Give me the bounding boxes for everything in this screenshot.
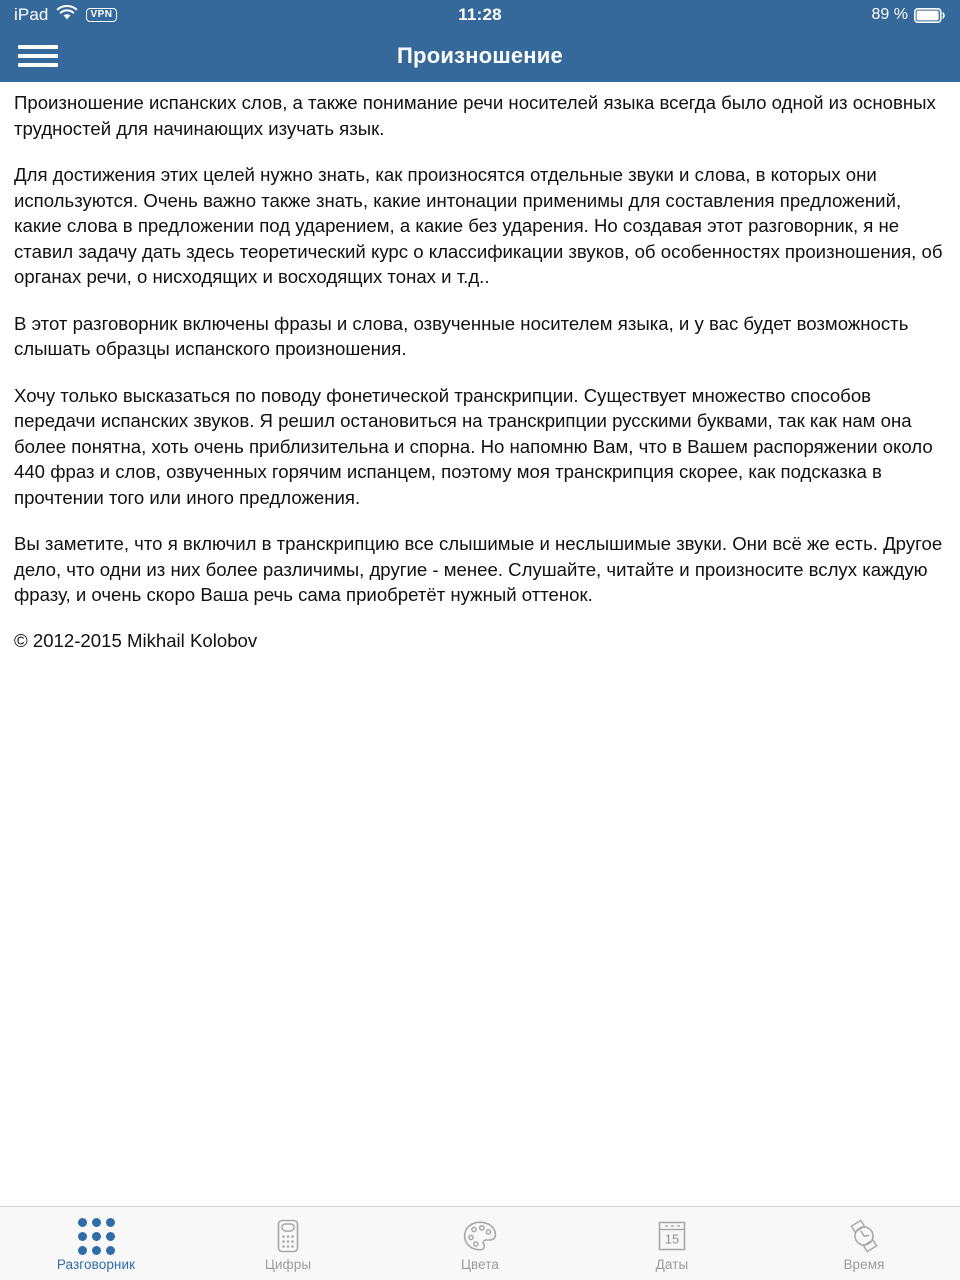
tab-dates[interactable] — [576, 1207, 768, 1280]
page-title: Произношение — [397, 43, 563, 68]
paragraph: В этот разговорник включены фразы и слова, озвученные носителем языка, и у вас будет возможность слышать образцы испанского произношения. — [14, 312, 909, 359]
battery-icon — [914, 8, 946, 23]
paragraph: Вы заметите, что я включил в транскрипцию все слышимые и неслышимые звуки. Они всё же есть. Другое дело, что одни из них более различимы, другие - менее. Слушайте, читайте и произносите вслух каждую фразу, и очень скоро Ваша речь сама приобретёт нужный оттенок. — [14, 533, 943, 605]
tab-numbers[interactable] — [192, 1207, 384, 1280]
hamburger-bar — [18, 54, 58, 58]
battery-percent-label: 89 % — [871, 6, 908, 23]
tab-bar — [0, 1206, 960, 1280]
vpn-badge: VPN — [86, 8, 116, 22]
paragraph: Хочу только высказаться по поводу фонетической транскрипции. Существует множество способов передачи испанских звуков. Я решил остановиться на транскрипции русскими буквами, так как нам она более понятна, хоть очень приблизительна и спорна. Но напомню Вам, что в Вашем распоряжении около 440 фраз и слов, озвученных горячим испанцем, поэтому моя транскрипция скорее, как подсказка в прочтении того или иного предложения. — [14, 384, 933, 508]
copyright-notice: © 2012-2015 Mikhail Kolobov — [14, 629, 258, 651]
tab-label: Даты — [655, 1257, 689, 1272]
status-bar-right — [872, 6, 946, 24]
grid-dots-icon — [78, 1219, 115, 1253]
tab-label: Цифры — [264, 1257, 312, 1272]
calculator-icon — [273, 1219, 303, 1253]
tab-label: Время — [843, 1257, 885, 1272]
hamburger-bar — [18, 45, 58, 49]
tab-colors[interactable] — [384, 1207, 576, 1280]
tab-label: Разговорник — [56, 1257, 136, 1272]
watch-icon — [846, 1219, 882, 1253]
hamburger-menu-icon[interactable] — [18, 43, 58, 69]
palette-icon — [462, 1219, 498, 1253]
paragraph: Для достижения этих целей нужно знать, как произносятся отдельные звуки и слова, в которых они используются. Очень важно также знать, какие интонации применимы для составления предложений, какие слова в предложении под ударением, а какие без ударения. Но создавая этот разговорник, я не ставил задачу дать здесь теоретический курс о классификации звуков, об особенностях произношения, об органах речи, о нисходящих и восходящих тонах и т.д.. — [14, 164, 943, 287]
device-name-label: iPad — [14, 5, 49, 24]
paragraph: Произношение испанских слов, а также понимание речи носителей языка всегда было одной из основных трудностей для начинающих изучать язык. — [14, 92, 936, 139]
svg-text:15: 15 — [664, 1231, 680, 1247]
status-bar-time: 11:28 — [458, 5, 502, 24]
tab-time[interactable] — [768, 1207, 960, 1280]
tab-phrasebook[interactable] — [0, 1207, 192, 1280]
navigation-bar — [0, 30, 960, 82]
article-content — [0, 82, 960, 1206]
status-bar — [0, 0, 960, 30]
hamburger-bar — [18, 63, 58, 67]
tab-label: Цвета — [460, 1257, 500, 1272]
calendar-icon — [655, 1219, 689, 1253]
